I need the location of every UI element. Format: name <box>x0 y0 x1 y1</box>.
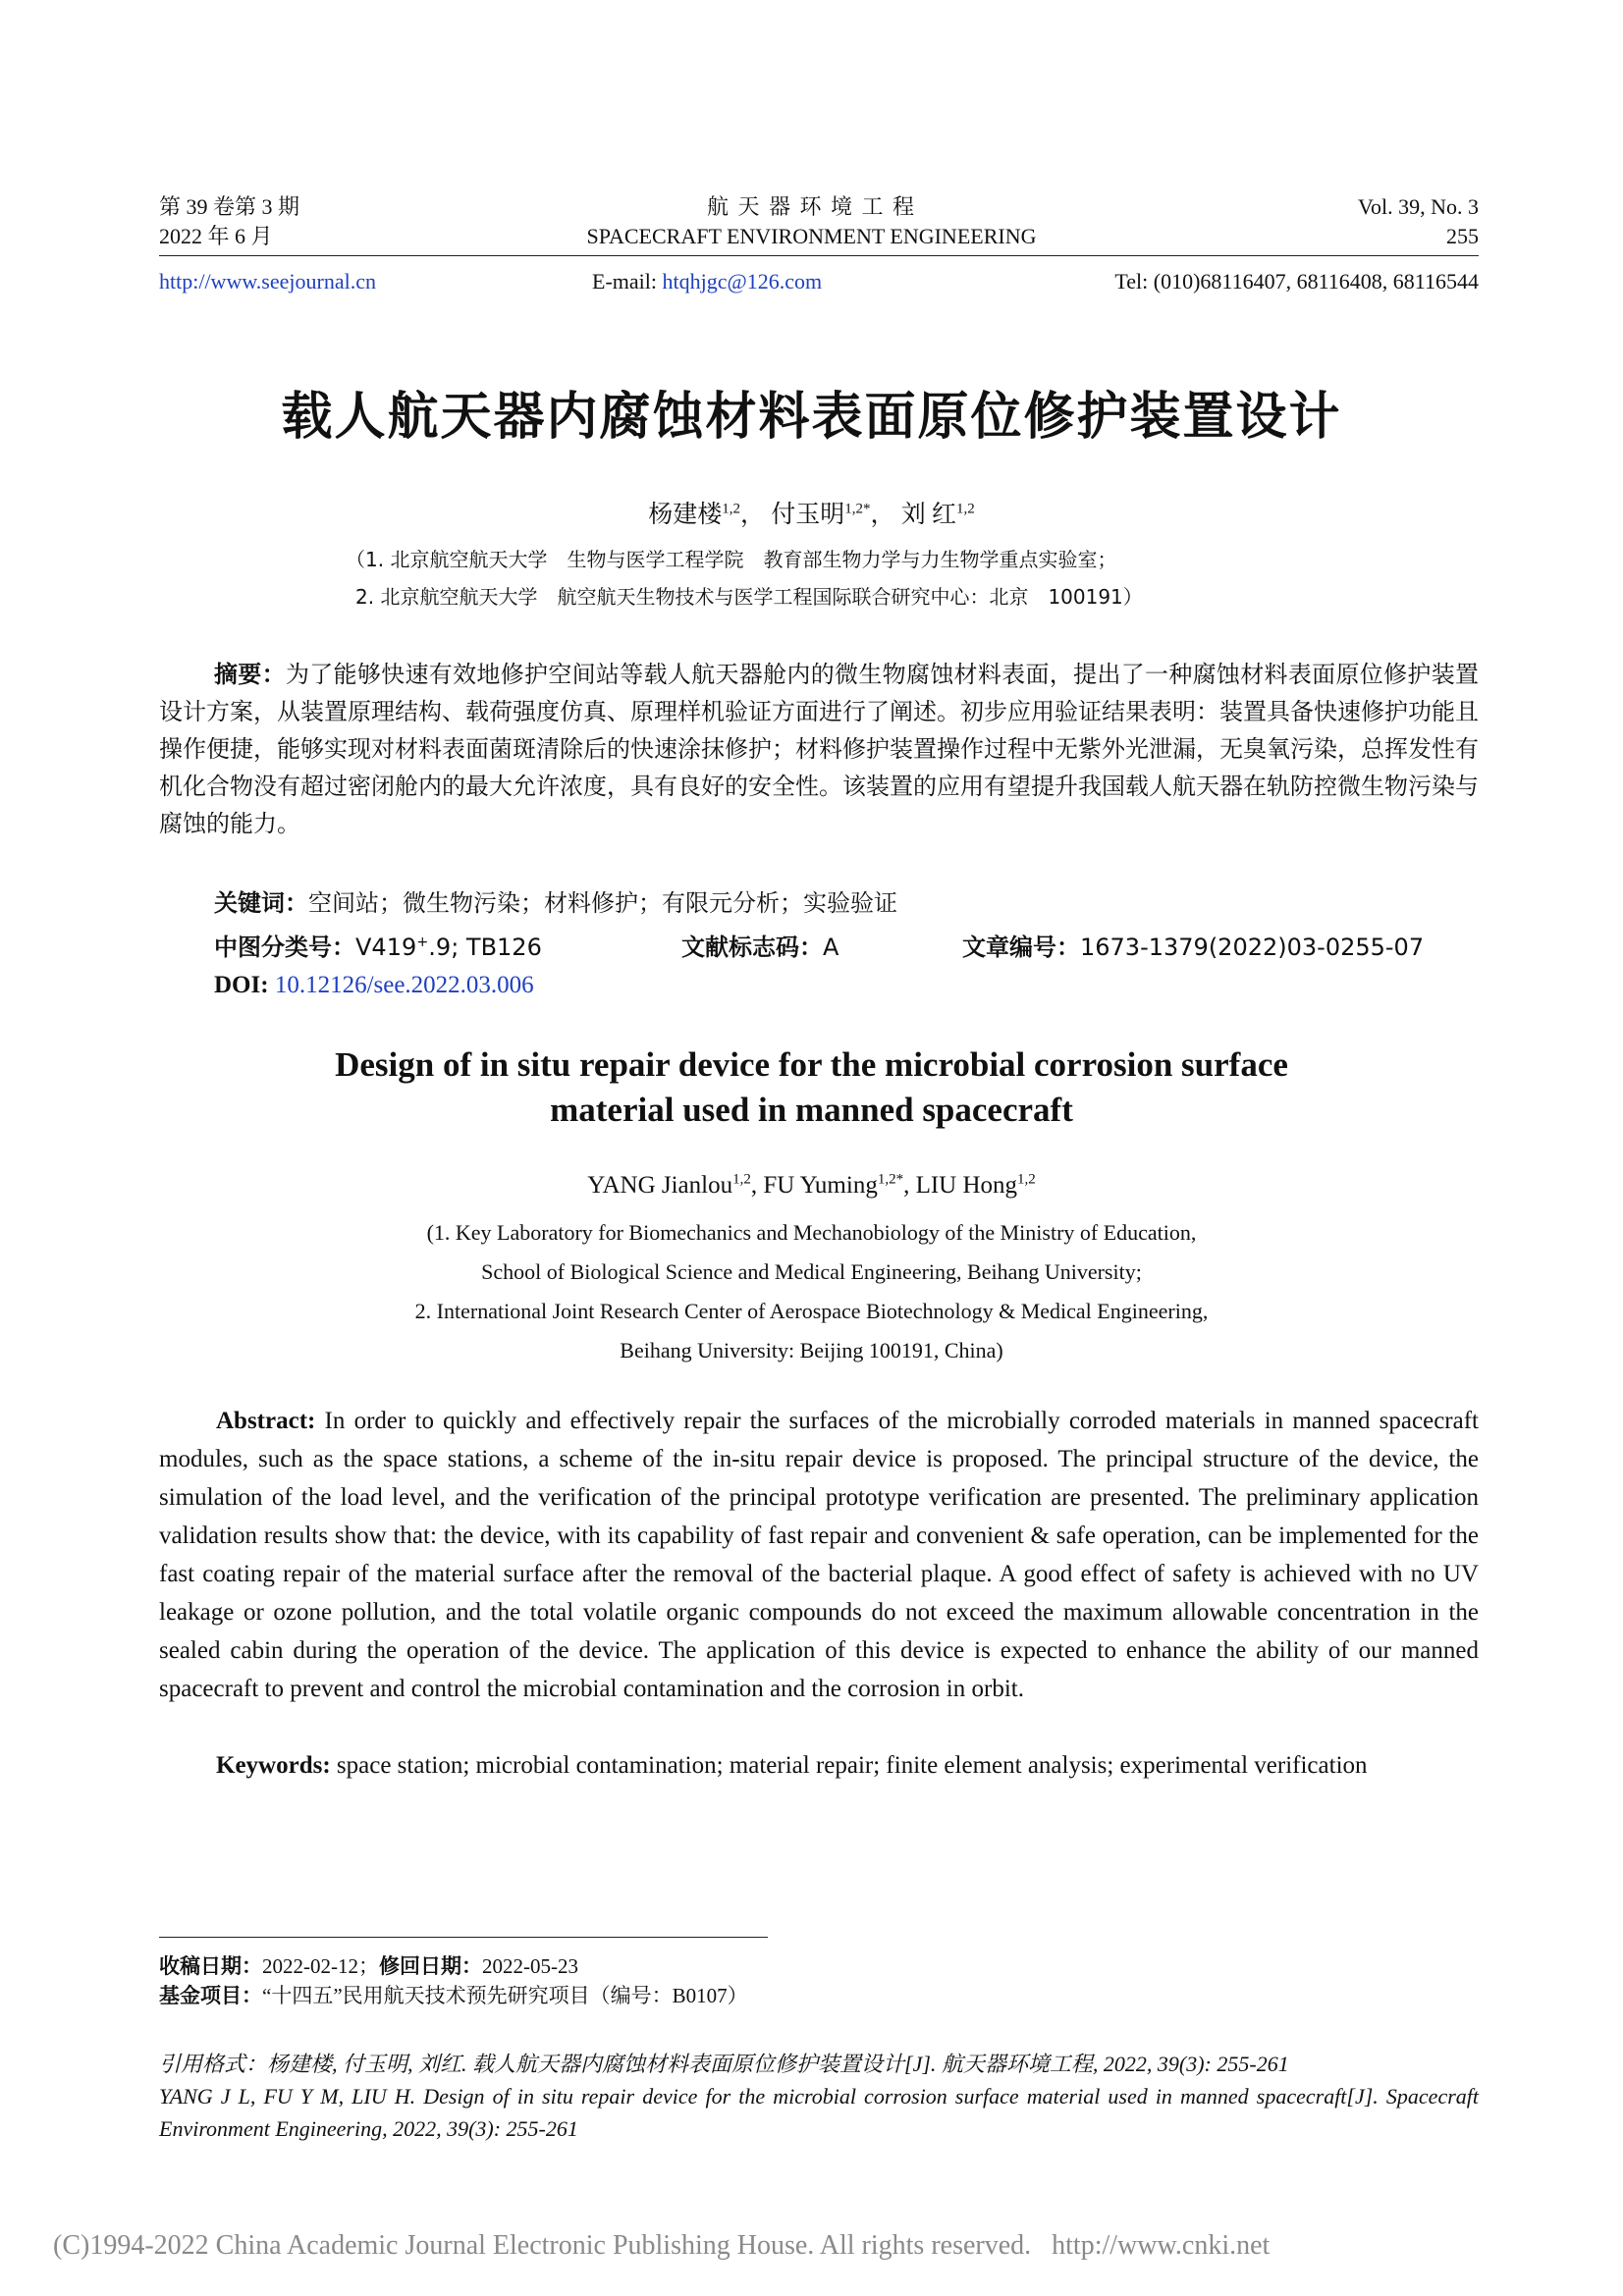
email-link[interactable]: htqhjgc@126.com <box>662 269 823 294</box>
en-author-sup: 1,2* <box>877 1171 904 1188</box>
email-label: E-mail: <box>592 269 663 294</box>
en-abstract <box>159 1402 1479 1708</box>
cn-abstract <box>159 656 1479 843</box>
en-keywords-text: space station; microbial contamination; material repair; finite element analysis; experimental verification <box>330 1752 1368 1779</box>
citation-cn-text: 杨建楼, 付玉明, 刘红. 载人航天器内腐蚀材料表面原位修护装置设计[J]. 航天器环境工程, 2022, 39(3): 255-261 <box>267 2052 1289 2076</box>
en-affiliation-line: 2. International Joint Research Center of Aerospace Biotechnology & Medical Engineering, <box>414 1299 1209 1323</box>
footnote-rule <box>159 1937 768 1938</box>
doi-label: DOI: <box>214 972 275 998</box>
fund-label: 基金项目： <box>159 1984 262 2007</box>
en-author-name: FU Yuming <box>763 1172 878 1199</box>
doc-code-label: 文献标志码： <box>681 934 823 961</box>
cn-clc-number <box>214 932 542 963</box>
en-affiliations <box>196 1213 1427 1370</box>
cn-affiliation-1: （1. 北京航空航天大学 生物与医学工程学院 教育部生物力学与力生物学重点实验室； <box>346 548 1117 571</box>
revised-date: 2022-05-23 <box>482 1954 578 1978</box>
header-tel: Tel: (010)68116407, 68116408, 68116544 <box>1114 269 1479 294</box>
en-author-sup: 1,2 <box>732 1171 751 1188</box>
cn-author-sep: ， <box>870 502 895 528</box>
citation-en: YANG J L, FU Y M, LIU H. Design of in situ repair device for the microbial corrosion surface material used in manned spacecraft[J]. Spacecraft Environment Engineering, 2022, 39(3): 255-261 <box>159 2084 1479 2141</box>
fund-text: “十四五”民用航天技术预先研究项目（编号：B0107） <box>262 1984 748 2007</box>
cn-keywords-label: 关键词： <box>214 889 308 917</box>
en-author-name: LIU Hong <box>915 1172 1018 1199</box>
header-rule <box>159 255 1479 256</box>
citation-label: 引用格式： <box>159 2052 268 2076</box>
en-author-sep: , <box>750 1172 764 1199</box>
header-page-number: 255 <box>1446 224 1479 248</box>
cn-abstract-label: 摘要： <box>214 661 286 688</box>
doc-code-value: A <box>823 934 839 961</box>
journal-website-link[interactable]: http://www.seejournal.cn <box>159 269 376 294</box>
en-title-line-2: material used in manned spacecraft <box>550 1091 1073 1129</box>
en-affiliation-line: Beihang University: Beijing 100191, China) <box>620 1338 1003 1362</box>
cn-doc-code <box>681 932 839 963</box>
article-no-value: 1673-1379(2022)03-0255-07 <box>1080 934 1425 961</box>
cn-author-sup: 1,2* <box>844 501 871 517</box>
cn-article-number <box>962 932 1424 963</box>
header-journal-en: SPACECRAFT ENVIRONMENT ENGINEERING <box>586 224 1037 248</box>
footnote-fund <box>159 1981 748 2010</box>
footnote-dates <box>159 1951 578 1981</box>
cn-abstract-text: 为了能够快速有效地修护空间站等载人航天器舱内的微生物腐蚀材料表面，提出了一种腐蚀材料表面原位修护装置设计方案，从装置原理结构、载荷强度仿真、原理样机验证方面进行了阐述。初步应用验证结果表明：装置具备快速修护功能且操作便捷，能够实现对材料表面菌斑清除后的快速涂抹修护；材料修护装置操作过程中无紫外光泄漏，无臭氧污染，总挥发性有机化合物没有超过密闭舱内的最大允许浓度，具有良好的安全性。该装置的应用有望提升我国载人航天器在轨防控微生物污染与腐蚀的能力。 <box>159 663 1480 837</box>
header-volume-cn: 第 39 卷第 3 期 <box>159 194 300 219</box>
en-authors <box>295 1172 1328 1200</box>
en-title-line-1: Design of in situ repair device for the microbial corrosion surface <box>335 1045 1288 1084</box>
citation-cn <box>159 2048 1479 2080</box>
en-title <box>147 1042 1476 1133</box>
citation-format <box>159 2048 1479 2145</box>
clc-sup: + <box>416 934 429 950</box>
header-email <box>592 269 822 294</box>
copyright-text: (C)1994-2022 China Academic Journal Electronic Publishing House. All rights reserved. <box>53 2230 1032 2261</box>
clc-label: 中图分类号： <box>214 934 355 961</box>
cn-author-name: 刘 红 <box>900 502 957 528</box>
revised-label: 修回日期： <box>379 1954 482 1978</box>
en-keywords <box>159 1746 1479 1785</box>
en-affiliation-line: (1. Key Laboratory for Biomechanics and Mechanobiology of the Ministry of Education, <box>426 1220 1197 1245</box>
header-date-cn: 2022 年 6 月 <box>159 224 273 248</box>
article-no-label: 文章编号： <box>962 934 1080 961</box>
cn-authors <box>295 495 1328 530</box>
en-author-sup: 1,2 <box>1017 1171 1036 1188</box>
en-keywords-label: Keywords: <box>216 1752 331 1779</box>
doi-link[interactable]: 10.12126/see.2022.03.006 <box>274 972 534 998</box>
header-volume-en: Vol. 39, No. 3 <box>1357 194 1479 219</box>
cn-author-name: 杨建楼 <box>648 502 723 528</box>
en-abstract-label: Abstract: <box>216 1408 316 1434</box>
clc-pre: V419 <box>355 934 417 961</box>
en-author-name: YANG Jianlou <box>587 1172 733 1199</box>
cn-author-sup: 1,2 <box>956 501 975 517</box>
en-author-sep: , <box>903 1172 916 1199</box>
cn-author-sep: ， <box>739 502 765 528</box>
cn-author-sup: 1,2 <box>722 501 740 517</box>
en-abstract-text: In order to quickly and effectively repair the surfaces of the microbially corroded materials in manned spacecraft modules, such as the space stations, a scheme of the in-situ repair device is proposed. The principal structure of the device, the simulation of the load level, and the verification of the principal prototype verification are presented. The preliminary application validation results show that: the device, with its capability of fast repair and convenient & safe operation, can be implemented for the fast coating repair of the material surface after the removal of the bacterial plaque. A good effect of safety is achieved with no UV leakage or ozone pollution, and the total volatile organic compounds do not exceed the maximum allowable concentration in the sealed cabin during the operation of the device. The application of this device is expected to enhance the ability of our manned spacecraft to prevent and control the microbial contamination and the corrosion in orbit. <box>159 1408 1479 1702</box>
cn-keywords-text: 空间站；微生物污染；材料修护；有限元分析；实验验证 <box>308 891 897 917</box>
header-journal-cn: 航 天 器 环 境 工 程 <box>706 194 916 219</box>
received-label: 收稿日期： <box>159 1954 262 1978</box>
cn-keywords <box>214 887 897 920</box>
cn-affiliation-2: 2. 北京航空航天大学 航空航天生物技术与医学工程国际联合研究中心：北京 100191） <box>355 585 1143 609</box>
cnki-copyright-watermark <box>53 2230 1270 2262</box>
clc-post: .9; TB126 <box>428 934 542 961</box>
cnki-url: http://www.cnki.net <box>1052 2230 1271 2261</box>
cn-title: 载人航天器内腐蚀材料表面原位修护装置设计 <box>281 388 1342 447</box>
en-affiliation-line: School of Biological Science and Medical Engineering, Beihang University; <box>481 1259 1142 1284</box>
received-date: 2022-02-12； <box>262 1954 379 1978</box>
doi <box>214 970 534 1001</box>
cn-author-name: 付玉明 <box>771 502 845 528</box>
